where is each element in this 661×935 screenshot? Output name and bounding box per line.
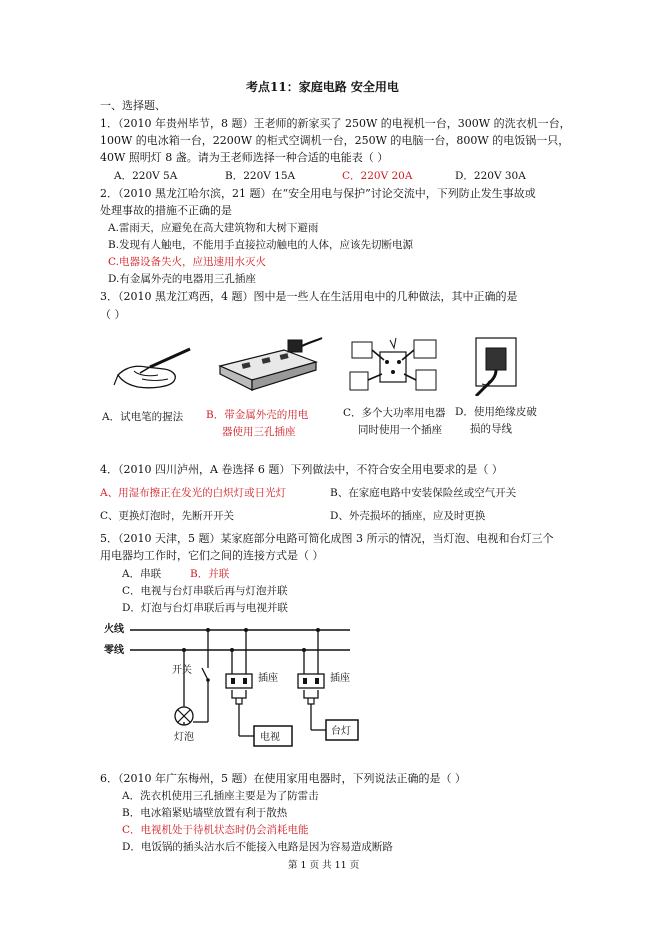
q6-option-c: C．电视机处于待机状态时仍会消耗电能 [122, 824, 309, 836]
diagram-label-socket-2: 插座 [330, 673, 350, 684]
q2-option-d: D.有金属外壳的电器用三孔插座 [108, 273, 256, 285]
q5-line-1: 5．（2010 天津，5 题）某家庭部分电路可简化成图 3 所示的情况，当灯泡、电视和台灯三个 [100, 532, 554, 545]
q3-caption-d-line1: D．使用绝缘皮破 [455, 406, 537, 418]
q6-option-b: B．电冰箱紧贴墙壁放置有利于散热 [122, 807, 288, 819]
q3-caption-a: A．试电笔的握法 [102, 411, 184, 423]
q1-option-d: D．220V 30A [455, 170, 526, 182]
q1-line-2: 100W 的电冰箱一台，2200W 的柜式空调机一台，250W 的电脑一台，800W 的电饭锅一只， [100, 134, 570, 147]
q3-caption-c-line1: C．多个大功率用电器 [343, 407, 446, 419]
tester-pen-hand-icon [112, 345, 194, 393]
page-title: 考点11：家庭电路 安全用电 [246, 80, 399, 94]
q3-caption-c-line2: 同时使用一个插座 [358, 424, 442, 436]
diagram-label-live: 火线 [104, 624, 124, 635]
q4-option-b: B、在家庭电路中安装保险丝或空气开关 [330, 487, 517, 499]
q3-caption-b-line1: B．带金属外壳的用电 [206, 409, 309, 421]
q4-option-c: C、更换灯泡时，先断开开关 [100, 510, 235, 522]
power-strip-icon [214, 336, 324, 394]
q2-line-2: 处理事故的措施不正确的是 [100, 204, 232, 217]
q2-option-a: A.雷雨天，应避免在高大建筑物和大树下避雨 [108, 222, 319, 234]
q4-option-a: A、用湿布擦正在发光的白炽灯或日光灯 [100, 487, 287, 499]
q5-option-c: C．电视与台灯串联后再与灯泡并联 [122, 585, 288, 597]
q6-option-d: D．电饭锅的插头沾水后不能接入电路是因为容易造成断路 [122, 841, 393, 853]
q3-caption-b-line2: 器使用三孔插座 [222, 426, 296, 438]
q3-line-1: 3．（2010 黑龙江鸡西，4 题）图中是一些人在生活用电中的几种做法，其中正确的是 [100, 290, 518, 303]
q5-option-a: A．串联 [122, 568, 162, 580]
overloaded-socket-icon [346, 336, 442, 396]
q4-line-1: 4．（2010 四川泸州，A 卷选择 6 题）下列做法中，不符合安全用电要求的是（ ） [100, 463, 503, 476]
diagram-label-socket-1: 插座 [258, 673, 278, 684]
household-circuit-diagram [100, 618, 360, 760]
damaged-cable-icon [468, 334, 524, 396]
q3-caption-d-line2: 损的导线 [470, 423, 512, 435]
diagram-label-bulb: 灯泡 [174, 732, 194, 743]
q4-option-d: D、外壳损坏的插座，应及时更换 [330, 510, 486, 522]
q6-option-a: A．洗衣机使用三孔插座主要是为了防雷击 [122, 790, 319, 802]
q1-option-a: A．220V 5A [114, 170, 178, 182]
q1-option-c: C．220V 20A [342, 170, 413, 182]
q1-option-b: B．220V 15A [225, 170, 296, 182]
section-heading: 一、选择题、 [100, 99, 166, 112]
diagram-label-lamp: 台灯 [331, 726, 351, 737]
q2-option-c: C.电器设备失火，应迅速用水灭火 [108, 256, 266, 268]
q5-line-2: 用电器均工作时，它们之间的连接方式是（ ） [100, 549, 324, 562]
diagram-label-tv: 电视 [260, 732, 280, 743]
q3-line-2: （ ） [100, 308, 126, 321]
q1-line-3: 40W 照明灯 8 盏。请为王老师选择一种合适的电能表（ ） [100, 151, 389, 164]
diagram-label-neutral: 零线 [104, 645, 124, 656]
q5-option-b: B．并联 [190, 568, 230, 580]
q2-option-b: B.发现有人触电，不能用手直接拉动触电的人体，应该先切断电源 [108, 239, 414, 251]
q5-option-d: D．灯泡与台灯串联后再与电视并联 [122, 602, 288, 614]
page-footer: 第 1 页 共 11 页 [288, 860, 360, 871]
q6-line-1: 6．（2010 年广东梅州，5 题）在使用家用电器时，下列说法正确的是（ ） [100, 772, 466, 785]
diagram-label-switch: 开关 [172, 665, 192, 676]
q1-line-1: 1．（2010 年贵州毕节，8 题）王老师的新家买了 250W 的电视机一台，300W 的洗衣机一台， [100, 117, 571, 130]
q2-line-1: 2．（2010 黑龙江哈尔滨，21 题）在“安全用电与保护”讨论交流中，下列防止发生事故或 [100, 187, 536, 200]
